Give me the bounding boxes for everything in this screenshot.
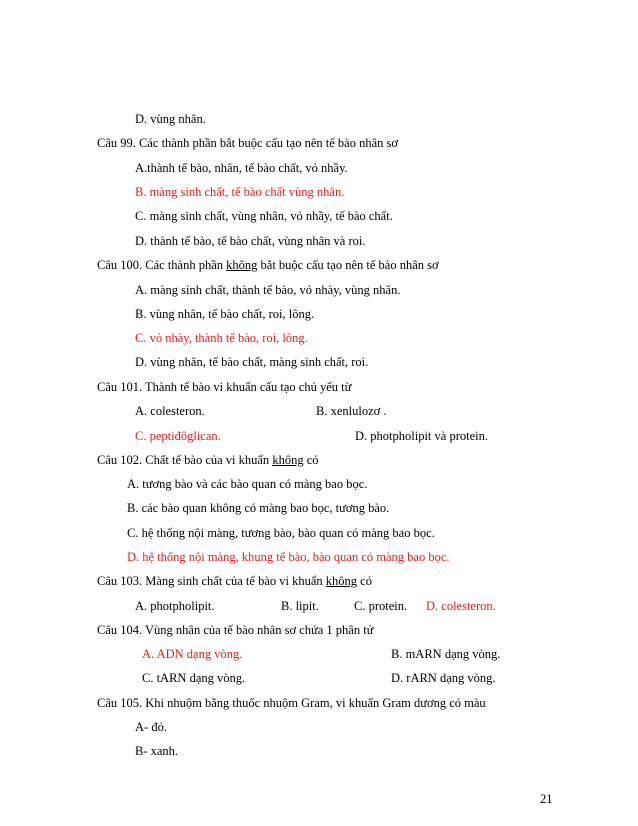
q102-text-pre: Câu 102. Chất tế bào của vi khuẩn <box>97 453 273 467</box>
q101-option-a: A. colesteron. <box>135 404 205 418</box>
q102-option-c: C. hệ thống nội màng, tương bào, bào quan có màng bao bọc. <box>127 526 435 540</box>
question-101: Câu 101. Thành tế bào vi khuẩn cấu tạo chủ yếu từ <box>97 380 352 394</box>
question-102 <box>97 452 319 468</box>
option-d-prev: D. vùng nhân. <box>135 112 206 126</box>
question-100 <box>97 257 439 273</box>
q100-text-post: bắt buộc cấu tạo nên tế bào nhân sơ <box>257 258 439 272</box>
q103-option-d-answer: D. colesteron. <box>426 599 496 613</box>
q99-option-c: C. màng sinh chất, vùng nhân, vỏ nhầy, tế bào chất. <box>135 209 393 223</box>
q100-option-a: A. màng sinh chất, thành tế bào, vỏ nhày, vùng nhân. <box>135 283 401 297</box>
q104-option-b: B. mARN dạng vòng. <box>391 647 501 661</box>
q103-text-pre: Câu 103. Màng sinh chất của tế bào vi khuẩn <box>97 574 326 588</box>
q103-option-a: A. photpholipit. <box>135 599 215 613</box>
q104-option-c: C. tARN dạng vòng. <box>142 671 246 685</box>
q101-option-d: D. photpholipit và protein. <box>355 429 488 443</box>
q99-option-a: A.thành tế bào, nhân, tế bào chất, vỏ nhầy. <box>135 161 348 175</box>
q102-underlined-word: không <box>272 453 304 467</box>
page-number: 21 <box>540 792 553 806</box>
q100-text-pre: Câu 100. Các thành phần <box>97 258 227 272</box>
q104-option-a-answer: A. ADN dạng vòng. <box>142 647 243 661</box>
q103-underlined-word: không <box>325 574 358 588</box>
q102-option-a: A. tương bào và các bào quan có màng bao bọc. <box>127 477 368 491</box>
q104-option-d: D. rARN dạng vòng. <box>391 671 496 685</box>
q103-text-post: có <box>357 574 372 588</box>
q102-option-d-answer: D. hệ thống nội màng, khung tế bào, bào quan có màng bao bọc. <box>127 550 450 564</box>
question-105: Câu 105. Khi nhuộm bằng thuốc nhuộm Gram, vi khuẩn Gram dương có màu <box>97 696 486 710</box>
q99-option-d: D. thành tế bào, tế bào chất, vùng nhân và roi. <box>135 234 366 248</box>
q103-option-b: B. lipit. <box>281 599 319 613</box>
q101-option-c-answer: C. peptiđôglican. <box>135 429 221 443</box>
q100-underlined-word: không <box>226 258 258 272</box>
q99-option-b-answer: B. màng sinh chất, tế bào chất vùng nhân. <box>135 185 345 199</box>
q100-option-c-answer: C. vỏ nhày, thành tế bào, roi, lông. <box>135 331 308 345</box>
q101-option-b: B. xenlulozơ . <box>316 404 387 418</box>
q105-option-b: B- xanh. <box>135 744 179 758</box>
q102-option-b: B. các bào quan không có màng bao bọc, tương bào. <box>127 501 390 515</box>
question-103 <box>97 573 372 589</box>
question-99: Câu 99. Các thành phần bắt buộc cấu tạo nên tế bào nhân sơ <box>97 136 398 150</box>
q103-option-c: C. protein. <box>354 599 408 613</box>
question-104: Câu 104. Vùng nhân của tế bào nhân sơ chứa 1 phân tử <box>97 623 374 637</box>
q100-option-b: B. vùng nhân, tế bào chất, roi, lông. <box>135 307 315 321</box>
q102-text-post: có <box>303 453 319 467</box>
q100-option-d: D. vùng nhân, tế bào chất, màng sinh chất, roi. <box>135 355 369 369</box>
q105-option-a: A- đỏ. <box>135 720 167 734</box>
